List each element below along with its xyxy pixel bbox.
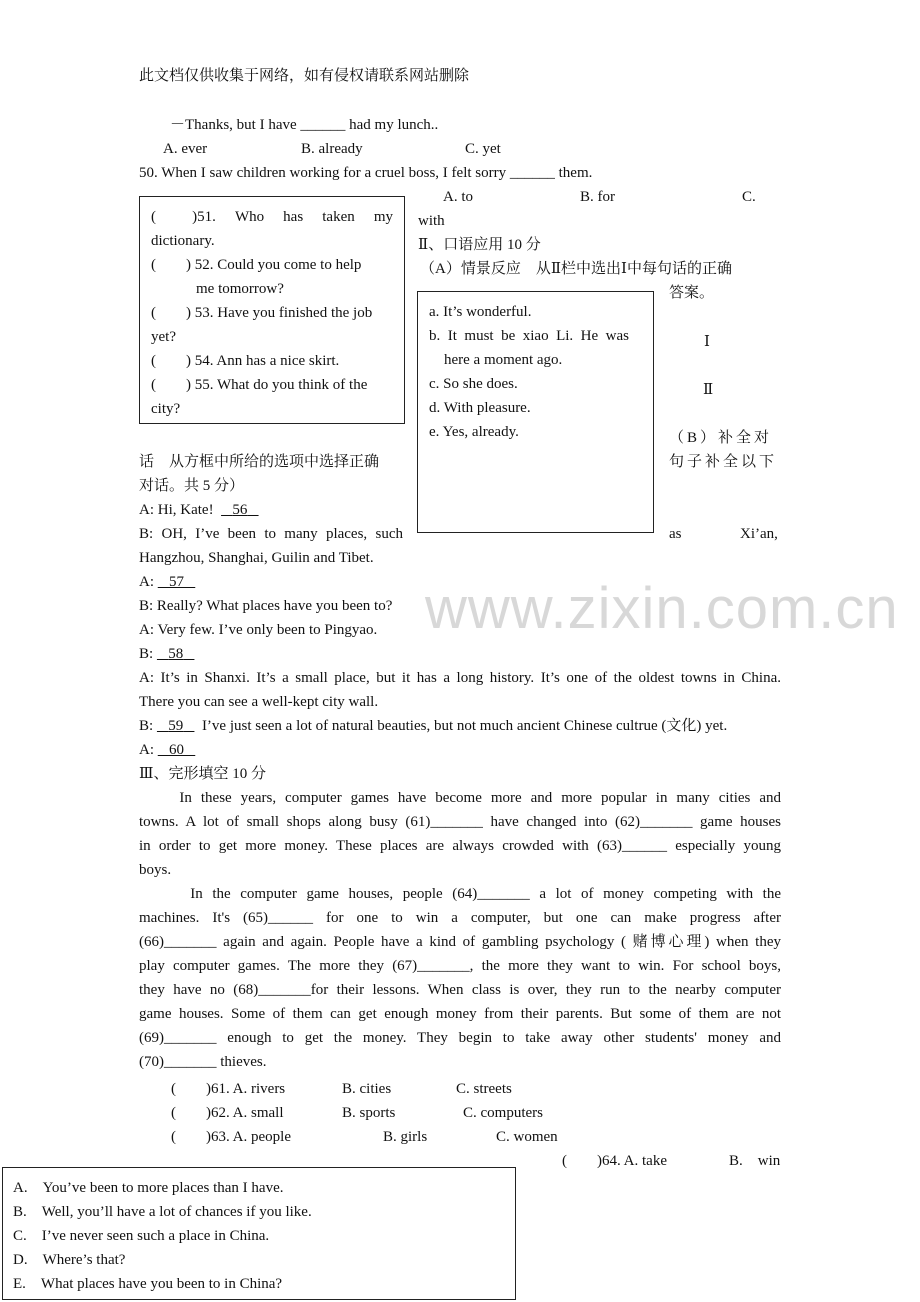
dialogue-option-d: D. Where’s that? — [13, 1252, 126, 1268]
partB-title-3: 话 从方框中所给的选项中选择正确 — [139, 454, 380, 470]
section2-title: Ⅱ、口语应用 10 分 — [418, 237, 541, 253]
dialogue-line-59-text: I’ve just seen a lot of natural beauties, but not much ancient Chinese cultrue (文化) yet. — [201, 718, 728, 734]
answer-a: a. It’s wonderful. — [429, 304, 532, 320]
passage-line-10: game houses. Some of them can get enough money from their parents. But some of them are not — [139, 1006, 781, 1022]
passage-line-11: (69)_______ enough to get the money. They begin to take away other students' money and — [139, 1030, 781, 1046]
q49-option-a: A. ever — [163, 141, 208, 157]
dialogue-line-2-xian: Xi’an, — [740, 526, 778, 542]
partB-title-1: （B）补全对 — [669, 430, 773, 446]
answer-e: e. Yes, already. — [429, 424, 519, 440]
dialogue-line-2-as: as — [669, 526, 682, 542]
blank-59: 59 — [168, 718, 184, 734]
passage-line-6: machines. It's (65)______ for one to win a computer, but one can make progress after — [139, 910, 781, 926]
answer-list — [429, 300, 643, 444]
passage-line-5: In the computer game houses, people (64)_______ a lot of money competing with the — [139, 886, 781, 902]
dialogue-line-58: B: 58 — [139, 646, 184, 662]
dialogue-line-9: There you can see a well-kept city wall. — [139, 694, 379, 710]
option-63-c: C. women — [496, 1129, 558, 1145]
column-2-label: Ⅱ — [703, 382, 714, 398]
answers-box — [417, 291, 654, 533]
dialogue-options-list — [13, 1176, 312, 1296]
answer-b: b. It must be xiao Li. He was — [429, 328, 629, 344]
option-61: ( )61. A. rivers — [171, 1081, 286, 1097]
q49-reply: －Thanks, but I have ______ had my lunch.. — [170, 117, 439, 133]
question-51: ( )51. Who has taken my dictionary. — [151, 209, 393, 249]
q50-option-a: A. to — [443, 189, 473, 205]
passage-line-2: towns. A lot of small shops along busy (61)_______ have changed into (62)_______ game houses — [139, 814, 781, 830]
blank-56: 56 — [232, 502, 248, 518]
dialogue-line-56: A: Hi, Kate! 56 — [139, 502, 248, 518]
option-61-c: C. streets — [456, 1081, 512, 1097]
option-64: ( )64. A. take — [562, 1153, 667, 1169]
section3-title: Ⅲ、完形填空 10 分 — [139, 766, 266, 782]
watermark: www.zixin.com.cn — [425, 576, 899, 641]
dialogue-line-5: B: Really? What places have you been to? — [139, 598, 393, 614]
passage-line-1: In these years, computer games have become more and more popular in many cities and — [139, 790, 781, 806]
dialogue-line-59: B: 59 I’ve just seen a lot of natural beauties, but not much ancient Chinese cultrue (文化) yet. — [139, 718, 728, 734]
option-62: ( )62. A. small — [171, 1105, 284, 1121]
dialogue-option-b: B. Well, you’ll have a lot of chances if you like. — [13, 1204, 312, 1220]
q50-option-b: B. for — [580, 189, 615, 205]
option-63-b: B. girls — [383, 1129, 428, 1145]
column-1-label: Ⅰ — [704, 334, 710, 350]
dialogue-line-57: A: 57 — [139, 574, 184, 590]
question-55: ( ) 55. What do you think of the city? — [151, 377, 368, 417]
option-61-b: B. cities — [342, 1081, 392, 1097]
passage-line-12: (70)_______ thieves. — [139, 1054, 267, 1070]
answer-c: c. So she does. — [429, 376, 518, 392]
dialogue-line-2: B: OH, I’ve been to many places, such — [139, 526, 403, 542]
q50-option-c: C. — [742, 189, 756, 205]
disclaimer-header: 此文档仅供收集于网络，如有侵权请联系网站删除 — [139, 68, 470, 84]
dialogue-line-8: A: It’s in Shanxi. It’s a small place, but it has a long history. It’s one of the oldest towns in China. — [139, 670, 781, 686]
q50-question: 50. When I saw children working for a cruel boss, I felt sorry ______ them. — [139, 165, 593, 181]
dialogue-line-60: A: 60 — [139, 742, 184, 758]
questions-box — [139, 196, 405, 424]
option-63: ( )63. A. people — [171, 1129, 291, 1145]
passage-line-7: (66)_______ again and again. People have a kind of gambling psychology ( 赌博心理) when they — [139, 934, 781, 950]
blank-60: 60 — [169, 742, 184, 758]
passage-line-3: in order to get more money. These places are always crowded with (63)______ especially young — [139, 838, 781, 854]
dialogue-option-e: E. What places have you been to in China? — [13, 1276, 283, 1292]
dialogue-options-box — [2, 1167, 516, 1300]
passage-line-4: boys. — [139, 862, 172, 878]
partA-title: （A）情景反应 从Ⅱ栏中选出Ⅰ中每句话的正确 — [420, 261, 732, 277]
option-62-c: C. computers — [463, 1105, 543, 1121]
q49-option-c: C. yet — [465, 141, 501, 157]
blank-57: 57 — [169, 574, 184, 590]
dialogue-option-a: A. You’ve been to more places than I have. — [13, 1180, 284, 1196]
dialogue-option-c: C. I’ve never seen such a place in China. — [13, 1228, 270, 1244]
answer-b-cont: here a moment ago. — [429, 352, 563, 368]
partB-title-4: 对话。共 5 分） — [139, 478, 245, 494]
q49-option-b: B. already — [301, 141, 363, 157]
blank-58: 58 — [168, 646, 184, 662]
option-64-b: B. win — [729, 1153, 781, 1169]
option-62-b: B. sports — [342, 1105, 396, 1121]
answer-d: d. With pleasure. — [429, 400, 531, 416]
passage-line-8: play computer games. The more they (67)_______, the more they want to win. For school boys, — [139, 958, 781, 974]
dialogue-line-6: A: Very few. I’ve only been to Pingyao. — [139, 622, 378, 638]
dialogue-line-3: Hangzhou, Shanghai, Guilin and Tibet. — [139, 550, 374, 566]
question-53: ( ) 53. Have you finished the job yet? — [151, 305, 373, 345]
q50-option-c-continued: with — [418, 213, 445, 229]
question-54: ( ) 54. Ann has a nice skirt. — [151, 353, 340, 369]
partB-title-2: 句子补全以下 — [669, 454, 778, 470]
question-list — [151, 205, 393, 421]
passage-line-9: they have no (68)_______for their lessons. When class is over, they run to the nearby computer — [139, 982, 781, 998]
partA-title-cont: 答案。 — [669, 285, 715, 301]
question-52: ( ) 52. Could you come to help me tomorrow? — [151, 257, 362, 297]
